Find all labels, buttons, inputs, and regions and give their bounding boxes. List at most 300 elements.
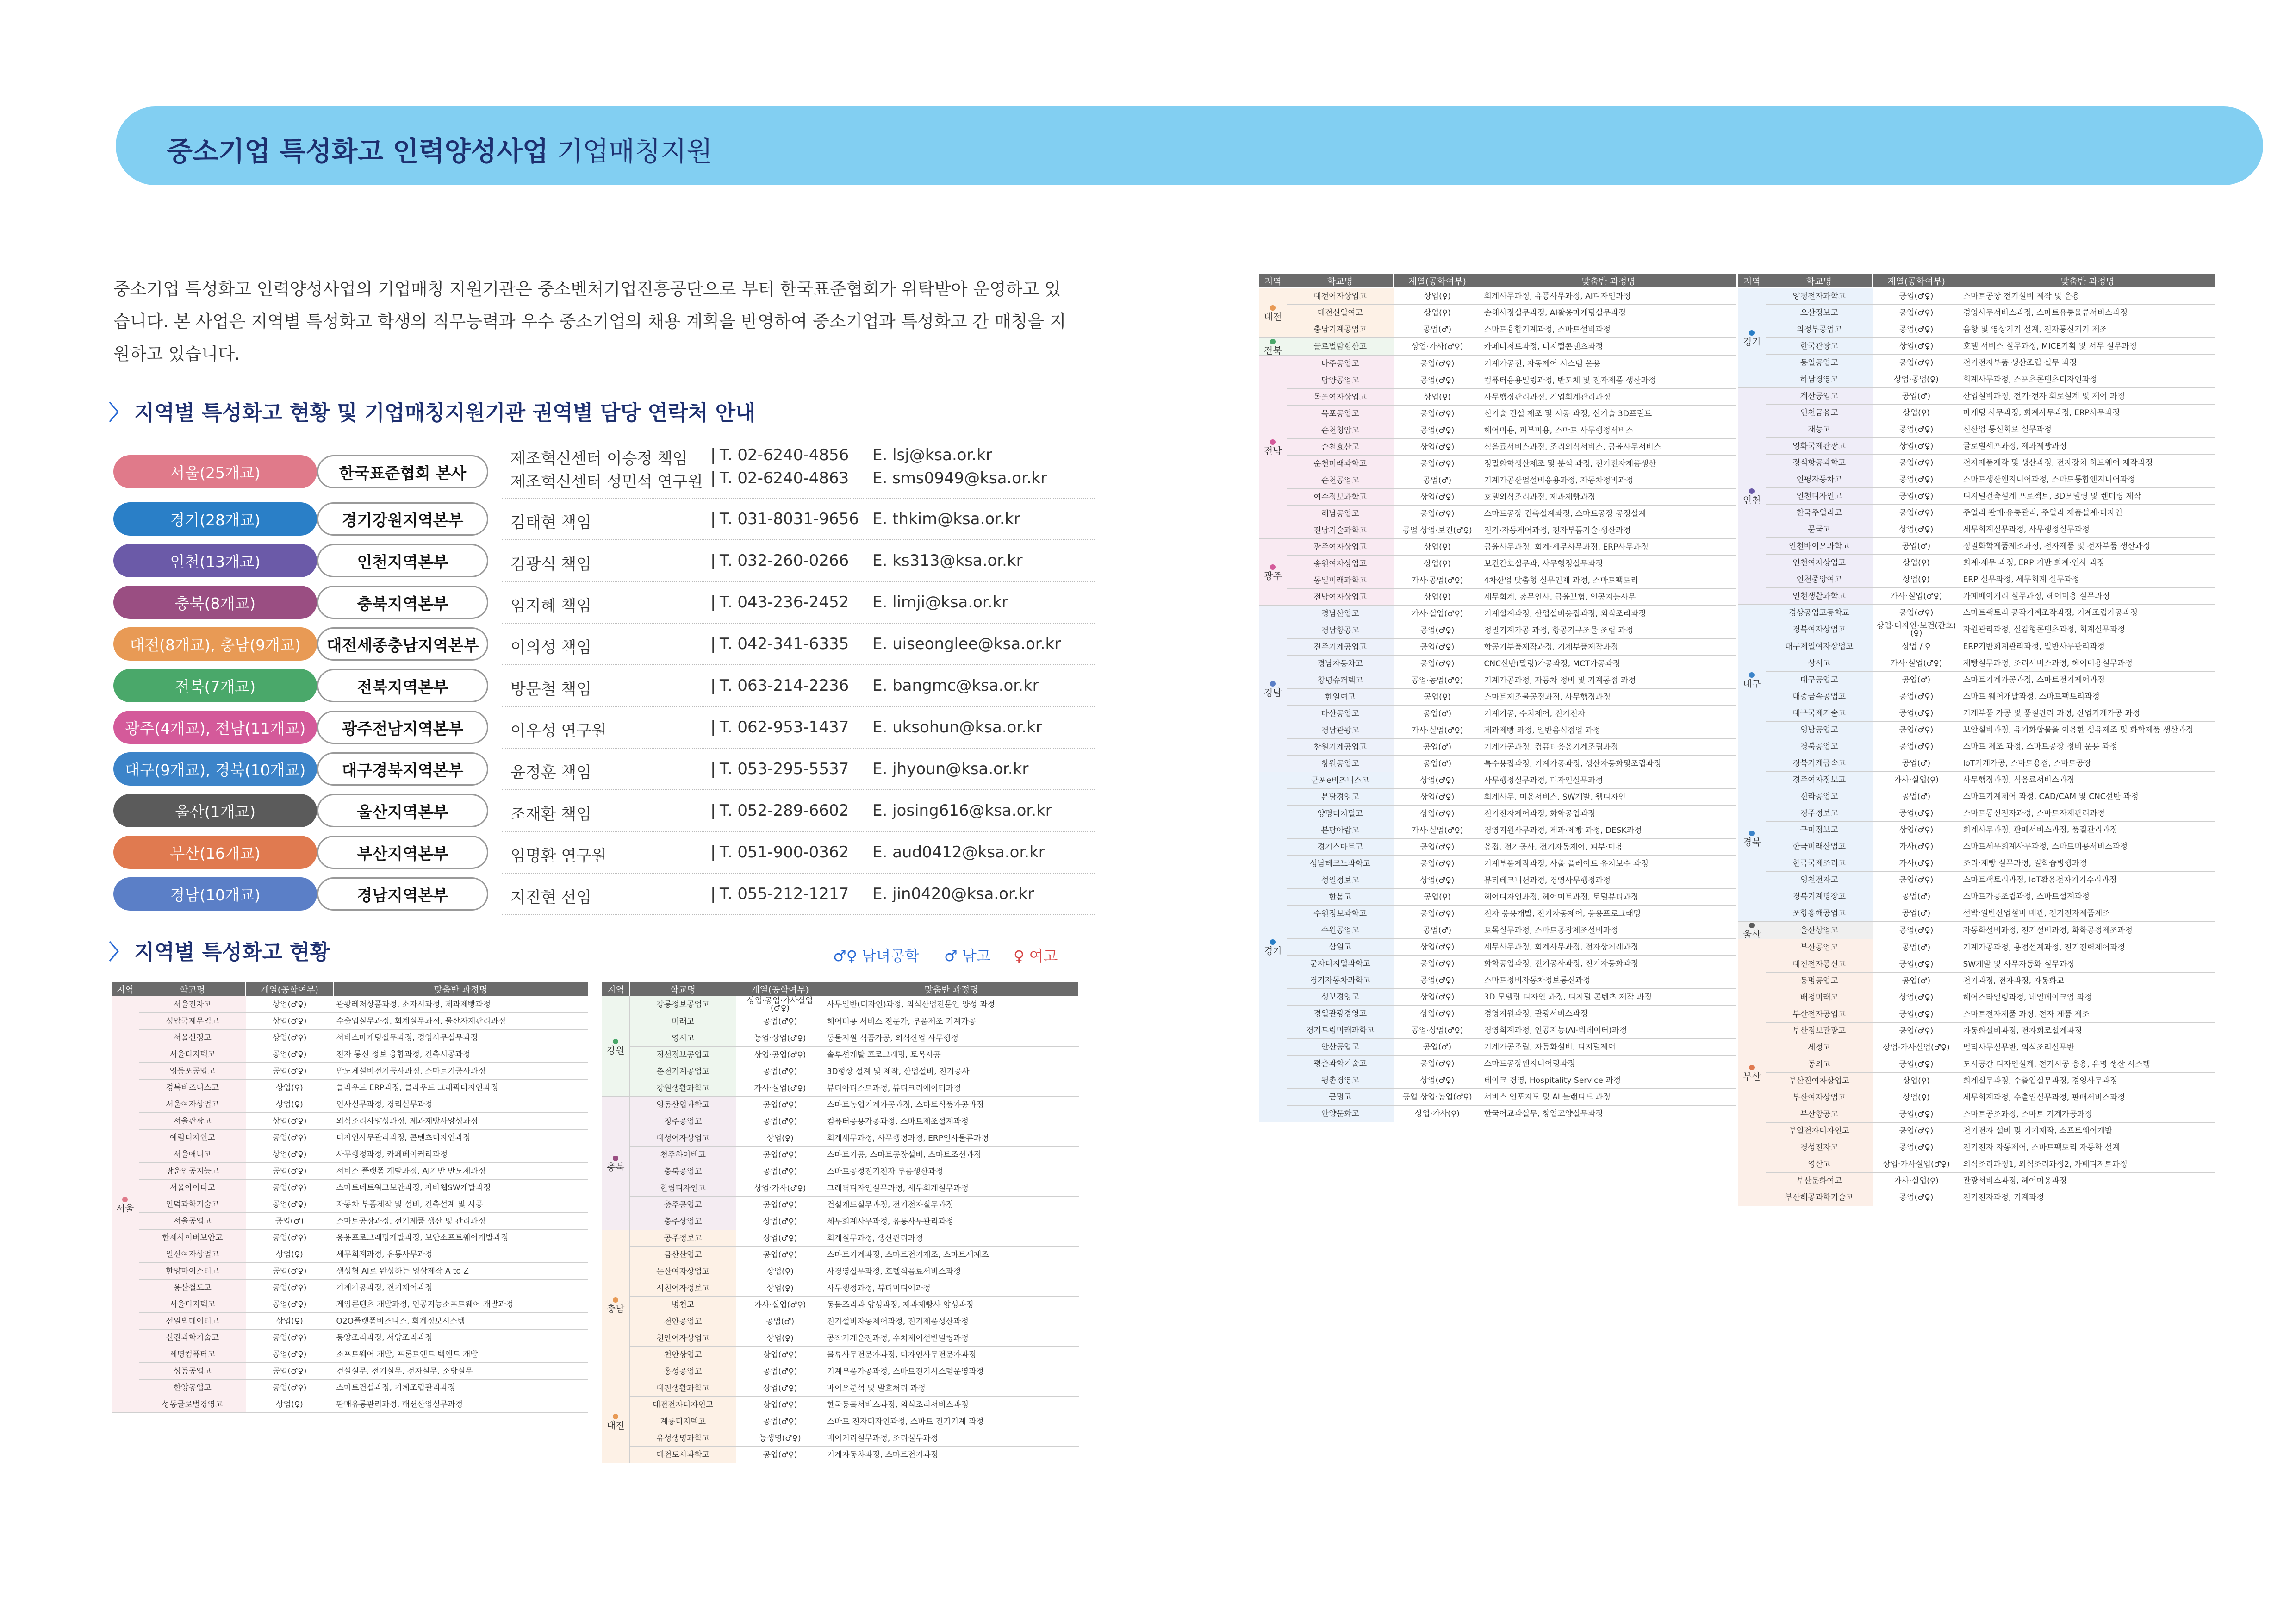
region-cell <box>602 1097 630 1230</box>
school-name: 강릉정보공업고 <box>630 996 736 1013</box>
school-name: 순천공업고 <box>1287 472 1394 489</box>
school-name: 경남산업고 <box>1287 606 1394 622</box>
school-type: 가사·실업(♂♀) <box>736 1080 824 1097</box>
table-row <box>1259 1039 1736 1056</box>
course-name: 항공기부품제작과정, 기계부품제작과정 <box>1481 639 1736 656</box>
table-row <box>1738 538 2215 555</box>
table-row <box>1259 656 1736 672</box>
course-name: ERP기반회계관리과정, 일반사무관리과정 <box>1960 638 2215 655</box>
contact-email: E. ks313@ksa.or.kr <box>872 551 1023 570</box>
school-name: 성일정보고 <box>1287 872 1394 889</box>
school-type: 가사·실업(♂♀) <box>736 1297 824 1313</box>
course-name: 컴퓨터응용가공과정, 스마트제조설계과정 <box>824 1113 1079 1130</box>
school-type: 공업(♂♀) <box>736 1113 824 1130</box>
school-name: 부산공업고 <box>1766 939 1873 956</box>
school-type: 공업(♂) <box>1873 888 1960 905</box>
school-type: 상업(♂♀) <box>736 1380 824 1397</box>
course-name: 관광레저상품과정, 소자시과정, 제과제빵과정 <box>334 996 588 1013</box>
school-name: 오산정보고 <box>1766 305 1873 321</box>
table-row <box>1738 772 2215 788</box>
table-header-school: 학교명 <box>1287 274 1394 288</box>
table-row <box>112 1296 588 1313</box>
school-name: 송원여자상업고 <box>1287 556 1394 572</box>
school-type: 공업(♂♀) <box>246 1046 334 1063</box>
school-type: 상업(♂♀) <box>1873 521 1960 538</box>
school-name: 세정고 <box>1766 1039 1873 1056</box>
school-name: 신진과학기술고 <box>139 1330 246 1346</box>
school-type: 상업(♀) <box>246 1396 334 1413</box>
school-type: 공업·농업(♂♀) <box>1394 672 1481 689</box>
school-type: 가사·공업(♂♀) <box>1394 572 1481 589</box>
school-type: 공업(♂♀) <box>1394 372 1481 389</box>
school-name: 논산여자상업고 <box>630 1263 736 1280</box>
school-type: 가사·실업(♂♀) <box>1394 822 1481 839</box>
row-divider <box>502 706 1095 707</box>
school-name: 경남항공고 <box>1287 622 1394 639</box>
region-cell <box>1738 755 1766 922</box>
region-pill: 광주(4개교), 전남(11개교) <box>113 711 317 744</box>
table-row <box>1738 722 2215 738</box>
title-part-a: 중소기업 특성화고 <box>167 136 393 167</box>
table-row <box>1259 806 1736 822</box>
school-type: 공업(♂♀) <box>736 1013 824 1030</box>
contact-tel: T. 051-900-0362 <box>720 843 849 862</box>
region-cell <box>602 1380 630 1463</box>
school-type: 공업(♂) <box>1394 922 1481 939</box>
region-cell <box>112 996 139 1413</box>
region-dot-icon <box>1749 923 1755 928</box>
school-type: 공업(♂) <box>1873 973 1960 989</box>
contact-row <box>113 708 1095 747</box>
girls-icon: ♀ <box>1014 947 1025 965</box>
contact-email: E. aud0412@ksa.or.kr <box>872 843 1045 862</box>
table-row <box>1738 638 2215 655</box>
table-row <box>112 1146 588 1163</box>
school-name: 한림디자인고 <box>630 1180 736 1197</box>
course-name: 스마트생산엔지니어과정, 스마트통합엔지니어과정 <box>1960 471 2215 488</box>
region-pill: 경기(28개교) <box>113 502 317 536</box>
table-row <box>602 1013 1079 1030</box>
course-name: 스마트공조과정, 스마트 기계가공과정 <box>1960 1106 2215 1123</box>
school-name: 병천고 <box>630 1297 736 1313</box>
course-name: 4차산업 맞춤형 실무인재 과정, 스마트팩토리 <box>1481 572 1736 589</box>
school-name: 수원정보과학고 <box>1287 906 1394 922</box>
contact-email: E. limji@ksa.or.kr <box>872 593 1008 612</box>
course-name: 스마트전자제품 과정, 전자 제품 제조 <box>1960 1006 2215 1023</box>
table-row <box>112 1030 588 1046</box>
table-row <box>1738 1039 2215 1056</box>
school-name: 서울디지텍고 <box>139 1046 246 1063</box>
school-type: 상업(♀) <box>1394 288 1481 305</box>
table-row <box>1738 838 2215 855</box>
contact-row <box>113 500 1095 538</box>
course-name: 전기전자과정, 기계과정 <box>1960 1189 2215 1206</box>
table-row <box>1738 688 2215 705</box>
school-type: 공업(♂) <box>1873 538 1960 555</box>
school-type: 상업·가사(♂♀) <box>1394 338 1481 356</box>
school-name: 경기드림미래과학고 <box>1287 1022 1394 1039</box>
school-type: 공업(♂♀) <box>246 1330 334 1346</box>
course-name: 신산업 통신회로 실무과정 <box>1960 421 2215 438</box>
row-divider <box>502 623 1095 624</box>
table-header-row <box>1259 274 1736 288</box>
row-divider <box>502 873 1095 874</box>
course-name: 세무회계사무과정, 유통사무관리과정 <box>824 1213 1079 1230</box>
table-row <box>1259 589 1736 606</box>
school-type: 공업(♂♀) <box>1873 355 1960 371</box>
coed-icon: ♂♀ <box>833 947 858 965</box>
course-name: 전자 응용개발, 전기자동제어, 응용프로그래밍 <box>1481 906 1736 922</box>
school-name: 순천청암고 <box>1287 422 1394 439</box>
contact-email: E. lsj@ksa.or.kr <box>872 446 992 464</box>
table-row <box>1738 321 2215 338</box>
legend-boys-label: 남고 <box>962 947 991 965</box>
table-row <box>112 1130 588 1146</box>
course-name: 기계가공산업설비응용과정, 자동차정비과정 <box>1481 472 1736 489</box>
school-type: 가사·실업(♂♀) <box>1873 655 1960 672</box>
school-name: 부산정보관광고 <box>1766 1023 1873 1039</box>
table-row <box>1738 939 2215 956</box>
school-name: 경기자동차과학고 <box>1287 972 1394 989</box>
school-type: 상업(♀) <box>736 1280 824 1297</box>
table-row <box>1738 855 2215 872</box>
table-row <box>1738 989 2215 1006</box>
table-row <box>1738 421 2215 438</box>
table-row <box>1259 406 1736 422</box>
region-cell <box>1259 288 1287 338</box>
school-name: 경북여자상업고 <box>1766 621 1873 638</box>
table-row <box>1259 822 1736 839</box>
school-name: 경복비즈니스고 <box>139 1080 246 1096</box>
contact-email: E. uiseonglee@ksa.or.kr <box>872 635 1061 653</box>
course-name: 스마트통신전자과정, 스마트자재관리과정 <box>1960 805 2215 822</box>
school-type: 상업(♂♀) <box>1394 939 1481 956</box>
school-name: 홍성공업고 <box>630 1363 736 1380</box>
school-name: 부산진여자상업고 <box>1766 1073 1873 1089</box>
table-row <box>1738 705 2215 722</box>
school-type: 상업(♀) <box>1873 405 1960 421</box>
course-name: 기계가공전, 자동제어 시스템 운용 <box>1481 356 1736 372</box>
office-pill: 경기강원지역본부 <box>317 502 488 536</box>
course-name: 서비스 플랫폼 개발과정, AI기반 반도체과정 <box>334 1163 588 1180</box>
school-type: 공업(♂♀) <box>1873 1123 1960 1139</box>
office-pill: 한국표준협회 본사 <box>317 455 488 488</box>
contact-row <box>113 833 1095 872</box>
region-label: 경남 <box>1263 687 1282 698</box>
region-cell <box>1738 288 1766 388</box>
table-row <box>1738 405 2215 421</box>
table-row <box>112 1380 588 1396</box>
school-type: 공업(♂) <box>1394 472 1481 489</box>
separator: | <box>710 593 716 612</box>
school-type: 상업·공업·가사실업(♂♀) <box>736 996 824 1013</box>
table-header-type: 계열(공학여부) <box>1873 274 1960 288</box>
school-type: 상업(♂♀) <box>1873 822 1960 838</box>
school-name: 충북공업고 <box>630 1163 736 1180</box>
table-row <box>1738 1106 2215 1123</box>
course-name: 사경영실무과정, 호텔식음료서비스과정 <box>824 1263 1079 1280</box>
region-pill: 인천(13개교) <box>113 544 317 577</box>
course-name: 건설계드실무과정, 전기전자실무과정 <box>824 1197 1079 1213</box>
region-label: 대전 <box>1263 311 1282 322</box>
school-type: 공업(♂♀) <box>246 1280 334 1296</box>
table-row <box>1259 622 1736 639</box>
school-type: 공업(♂♀) <box>736 1247 824 1263</box>
school-type: 공업(♂♀) <box>1873 1023 1960 1039</box>
separator: | <box>710 843 716 862</box>
school-type: 가사·실업(♀) <box>1873 772 1960 788</box>
contact-email: E. bangmc@ksa.or.kr <box>872 676 1039 695</box>
school-type: 상업 / ♀ <box>1873 638 1960 655</box>
intro-paragraph: 중소기업 특성화고 인력양성사업의 기업매칭 지원기관은 중소벤처기업진흥공단으로 부터 한국표준협회가 위탁받아 운영하고 있습니다. 본 사업은 지역별 특성화고 학생의 직무능력과 우수 중소기업의 채용 계획을 반영하여 중소기업과 특성화고 간 매칭을 지원하고 있습니다. <box>113 279 1066 364</box>
table-row <box>1738 488 2215 505</box>
school-type: 공업(♂♀) <box>1873 722 1960 738</box>
school-name: 대진전자통신고 <box>1766 956 1873 973</box>
table-row <box>1738 922 2215 939</box>
school-name: 전남여자상업고 <box>1287 589 1394 606</box>
legend-coed-label: 남녀공학 <box>862 947 919 965</box>
course-name: 회계·세무 과정, ERP 기반 회계·인사 과정 <box>1960 555 2215 571</box>
table-row <box>1259 389 1736 406</box>
table-header-course: 맞춤반 과정명 <box>1960 274 2215 288</box>
school-name: 문국고 <box>1766 521 1873 538</box>
course-name: 정밀기계가공 과정, 항공기구조물 조립 과정 <box>1481 622 1736 639</box>
table-row <box>112 1180 588 1196</box>
school-type: 상업·가사실업(♂♀) <box>1873 1039 1960 1056</box>
school-type: 공업(♂) <box>1394 1039 1481 1056</box>
school-type: 공업(♂♀) <box>1873 872 1960 888</box>
table-row <box>112 1080 588 1096</box>
school-name: 여수정보과학고 <box>1287 489 1394 506</box>
course-name: 전기전자 자동제어, 스마트팩토리 자동화 설계 <box>1960 1139 2215 1156</box>
course-name: 스마트 제조 과정, 스마트공장 정비 운용 과정 <box>1960 738 2215 755</box>
school-type: 상업(♀) <box>736 1263 824 1280</box>
course-name: 주얼리 판매·유통관리, 주얼리 제품설계·디자인 <box>1960 505 2215 521</box>
school-type: 상업(♂♀) <box>1394 989 1481 1006</box>
contact-tel: T. 02-6240-4863 <box>720 469 849 487</box>
school-type: 공업(♂♀) <box>1873 505 1960 521</box>
school-type: 공업(♂♀) <box>1873 805 1960 822</box>
table-row <box>602 1363 1079 1380</box>
course-name: 조리·제빵 실무과정, 일학습병행과정 <box>1960 855 2215 872</box>
table-row <box>602 1113 1079 1130</box>
table-row <box>1738 1056 2215 1073</box>
school-type: 공업(♂♀) <box>1873 321 1960 338</box>
school-name: 군포e비즈니스고 <box>1287 772 1394 789</box>
course-name: 토목실무과정, 스마트공장제조설비과정 <box>1481 922 1736 939</box>
school-name: 나주공업고 <box>1287 356 1394 372</box>
course-name: 회계실무과정, 생산관리과정 <box>824 1230 1079 1247</box>
school-type: 공업(♂♀) <box>1873 1056 1960 1073</box>
school-name: 하남경영고 <box>1766 371 1873 388</box>
school-type: 상업(♀) <box>1394 589 1481 606</box>
school-type: 상업·공업(♀) <box>1873 371 1960 388</box>
table-row <box>1259 1022 1736 1039</box>
course-name: 스마트공정전기전자 부품생산과정 <box>824 1163 1079 1180</box>
school-name: 군자디지털과학고 <box>1287 956 1394 972</box>
course-name: 사무행정과정, 식음료서비스과정 <box>1960 772 2215 788</box>
table-row <box>602 1180 1079 1197</box>
school-type: 상업·가사(♂♀) <box>736 1180 824 1197</box>
table-row <box>1738 338 2215 355</box>
school-type: 공업(♂♀) <box>1394 656 1481 672</box>
table-row <box>1259 972 1736 989</box>
school-type: 공업(♂♀) <box>1873 738 1960 755</box>
school-name: 정선정보공업고 <box>630 1047 736 1063</box>
course-name: 전자 통신 정보 융합과정, 건축시공과정 <box>334 1046 588 1063</box>
school-type: 공업(♂♀) <box>246 1230 334 1246</box>
office-pill: 충북지역본부 <box>317 586 488 619</box>
school-name: 경남관광고 <box>1287 722 1394 739</box>
school-name: 부산항공고 <box>1766 1106 1873 1123</box>
table-row <box>1738 555 2215 571</box>
table-header-type: 계열(공학여부) <box>736 982 824 996</box>
contact-tel: T. 031-8031-9656 <box>720 510 859 528</box>
school-type: 공업·상업·농업(♂♀) <box>1394 1089 1481 1106</box>
school-table <box>602 981 1079 1463</box>
school-name: 양명디지털고 <box>1287 806 1394 822</box>
school-name: 경성전자고 <box>1766 1139 1873 1156</box>
table-row <box>602 1263 1079 1280</box>
course-name: 스마트융합기계과정, 스마트설비과정 <box>1481 321 1736 338</box>
school-type: 상업(♂♀) <box>1873 989 1960 1006</box>
table-header-course: 맞춤반 과정명 <box>1481 274 1736 288</box>
office-pill: 광주전남지역본부 <box>317 711 488 744</box>
contact-row <box>113 666 1095 705</box>
school-type: 상업(♀) <box>1394 539 1481 556</box>
contact-row <box>113 541 1095 580</box>
school-name: 예림디자인고 <box>139 1130 246 1146</box>
region-label: 부산 <box>1742 1071 1761 1082</box>
course-name: 호텔외식조리과정, 제과제빵과정 <box>1481 489 1736 506</box>
school-type: 상업(♂♀) <box>736 1397 824 1413</box>
table-row <box>1259 422 1736 439</box>
region-dot-icon <box>1749 831 1755 836</box>
section-title-text: 지역별 특성화고 현황 및 기업매칭지원기관 권역별 담당 연락처 안내 <box>134 400 756 425</box>
school-name: 담양공업고 <box>1287 372 1394 389</box>
region-dot-icon <box>1749 672 1755 678</box>
course-name: 회계사무과정, 판매서비스과정, 품질관리과정 <box>1960 822 2215 838</box>
course-name: 수출입실무과정, 회계실무과정, 물산자재관리과정 <box>334 1013 588 1030</box>
course-name: 동물지원 식품가공, 외식산업 사무행정 <box>824 1030 1079 1047</box>
school-name: 선일빅데이터고 <box>139 1313 246 1330</box>
contact-tel: T. 062-953-1437 <box>720 718 849 737</box>
school-name: 마산공업고 <box>1287 706 1394 722</box>
table-row <box>602 1197 1079 1213</box>
table-row <box>1259 922 1736 939</box>
school-type: 공업(♂♀) <box>1394 906 1481 922</box>
course-name: 스마트기계과정, 스마트전기제조, 스마트새제조 <box>824 1247 1079 1263</box>
region-cell <box>1738 605 1766 755</box>
school-name: 세명컴퓨터고 <box>139 1346 246 1363</box>
region-cell <box>602 996 630 1097</box>
course-name: 스마트공장과정, 전기제품 생산 및 관리과정 <box>334 1213 588 1230</box>
course-name: 마케팅 사무과정, 회계사무과정, ERP사무과정 <box>1960 405 2215 421</box>
course-name: 반도체설비전기공사과정, 스마트기공사과정 <box>334 1063 588 1080</box>
school-name: 서울전자고 <box>139 996 246 1013</box>
school-name: 평촌경영고 <box>1287 1072 1394 1089</box>
school-name: 해남공업고 <box>1287 506 1394 522</box>
school-name: 의정부공업고 <box>1766 321 1873 338</box>
table-row <box>602 1163 1079 1180</box>
school-type: 공업(♂♀) <box>1394 1056 1481 1072</box>
school-type: 공업(♂♀) <box>246 1363 334 1380</box>
school-type: 상업(♀) <box>736 1130 824 1147</box>
school-type: 공업(♀) <box>1394 889 1481 906</box>
course-name: SW개발 및 사무자동화 실무과정 <box>1960 956 2215 973</box>
table-row <box>1738 905 2215 922</box>
course-name: 스마트 웨어개발과정, 스마트팩토리과정 <box>1960 688 2215 705</box>
school-type: 공업(♂) <box>1873 905 1960 922</box>
course-name: 화학공업과정, 전기공사과정, 전기자동화과정 <box>1481 956 1736 972</box>
table-row <box>1738 521 2215 538</box>
separator: | <box>710 718 716 737</box>
school-name: 천안상업고 <box>630 1347 736 1363</box>
table-row <box>1259 739 1736 756</box>
course-name: 자원관리과정, 실감형콘텐츠과정, 회계실무과정 <box>1960 621 2215 638</box>
table-row <box>1738 956 2215 973</box>
region-dot-icon <box>613 1156 618 1161</box>
school-name: 배정미래고 <box>1766 989 1873 1006</box>
school-name: 대구공업고 <box>1766 672 1873 688</box>
school-name: 한양공업고 <box>139 1380 246 1396</box>
course-name: 사무행정실무과정, 디자인실무과정 <box>1481 772 1736 789</box>
school-name: 서천여자정보고 <box>630 1280 736 1297</box>
school-name: 정석항공과학고 <box>1766 455 1873 471</box>
course-name: 게임콘텐츠 개발과정, 인공지능소프트웨어 개발과정 <box>334 1296 588 1313</box>
school-type: 상업(♂♀) <box>1394 772 1481 789</box>
title-part-b: 인력양성사업 <box>392 136 548 167</box>
table-row <box>1259 939 1736 956</box>
region-label: 충북 <box>606 1162 625 1173</box>
table-header-school: 학교명 <box>630 982 736 996</box>
table-row <box>602 1247 1079 1263</box>
school-type: 공업(♂♀) <box>246 1163 334 1180</box>
table-row <box>1259 872 1736 889</box>
section-mark-icon: 〉 <box>109 400 130 425</box>
school-type: 상업(♂♀) <box>1394 806 1481 822</box>
course-name: 자동화설비과정, 전기설비과정, 화학공정제조과정 <box>1960 922 2215 939</box>
school-type: 가사·실업(♂♀) <box>1394 722 1481 739</box>
school-name: 인천생활과학고 <box>1766 588 1873 605</box>
course-name: 스마트공장 전기설비 제작 및 운용 <box>1960 288 2215 305</box>
region-pill: 대구(9개교), 경북(10개교) <box>113 752 317 786</box>
title-banner <box>116 106 2263 185</box>
legend-boys <box>944 944 991 966</box>
table-row <box>112 996 588 1013</box>
school-type: 가사·실업(♀) <box>1873 1173 1960 1189</box>
table-row <box>112 1230 588 1246</box>
course-name: 서비스마케팅실무과정, 경영사무실무과정 <box>334 1030 588 1046</box>
separator: | <box>710 801 716 820</box>
school-type: 상업(♂♀) <box>1394 1006 1481 1022</box>
region-label: 충남 <box>606 1303 625 1314</box>
contact-person: 지진현 선임 <box>510 888 592 907</box>
region-cell <box>1738 922 1766 939</box>
school-name: 분당아람고 <box>1287 822 1394 839</box>
contact-email: E. thkim@ksa.or.kr <box>872 510 1020 528</box>
table-row <box>1738 1089 2215 1106</box>
table-row <box>602 1213 1079 1230</box>
school-type: 공업·상업(♂♀) <box>1394 1022 1481 1039</box>
table-row <box>1259 472 1736 489</box>
school-name: 서울애니고 <box>139 1146 246 1163</box>
legend-girls <box>1014 944 1058 966</box>
course-name: 외식조리사양성과정, 제과제빵사양성과정 <box>334 1113 588 1130</box>
school-name: 서울아이티고 <box>139 1180 246 1196</box>
table-row <box>602 1080 1079 1097</box>
table-row <box>1259 856 1736 872</box>
